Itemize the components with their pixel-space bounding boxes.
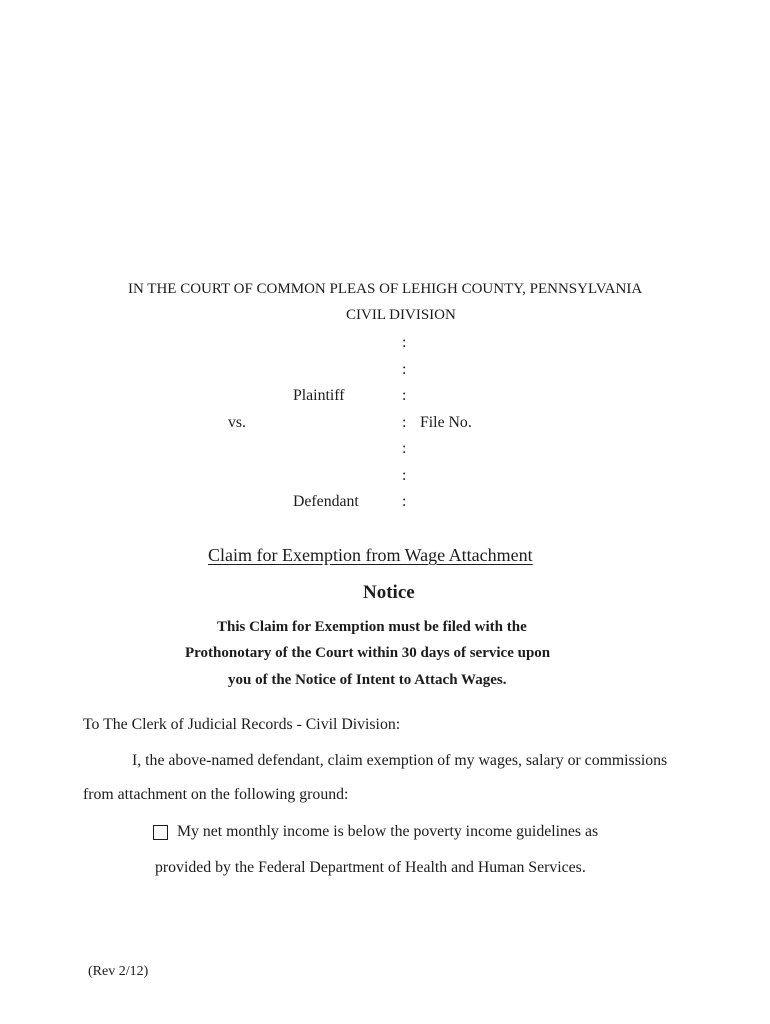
notice-heading: Notice [363, 582, 415, 603]
notice-line-2: Prothonotary of the Court within 30 days of service upon [185, 645, 551, 661]
caption-colon-2: : [402, 361, 407, 378]
notice-line-1: This Claim for Exemption must be filed with the [217, 619, 527, 635]
caption-colon-4: : [402, 414, 407, 431]
plaintiff-label: Plaintiff [293, 387, 345, 404]
ground-text-line-1: My net monthly income is below the poverty income guidelines as [177, 823, 599, 840]
ground-checkbox[interactable] [153, 825, 168, 840]
claim-intro-line-2: from attachment on the following ground: [83, 786, 349, 803]
vs-label: vs. [228, 414, 246, 431]
revision-note: (Rev 2/12) [88, 964, 149, 979]
notice-line-3: you of the Notice of Intent to Attach Wages. [228, 672, 507, 688]
claim-intro-line-1: I, the above-named defendant, claim exemption of my wages, salary or commissions [132, 752, 668, 769]
caption-colon-1: : [402, 334, 407, 351]
file-no-label: File No. [420, 414, 472, 431]
caption-colon-6: : [402, 467, 407, 484]
ground-text-line-2: provided by the Federal Department of Health and Human Services. [155, 859, 586, 876]
form-title: Claim for Exemption from Wage Attachment [208, 545, 533, 565]
caption-colon-5: : [402, 440, 407, 457]
defendant-label: Defendant [293, 493, 359, 510]
caption-colon-7: : [402, 493, 407, 510]
salutation: To The Clerk of Judicial Records - Civil Division: [83, 716, 401, 733]
caption-colon-3: : [402, 387, 407, 404]
division-name: CIVIL DIVISION [346, 307, 456, 323]
court-name: IN THE COURT OF COMMON PLEAS OF LEHIGH COUNTY, PENNSYLVANIA [128, 281, 643, 297]
